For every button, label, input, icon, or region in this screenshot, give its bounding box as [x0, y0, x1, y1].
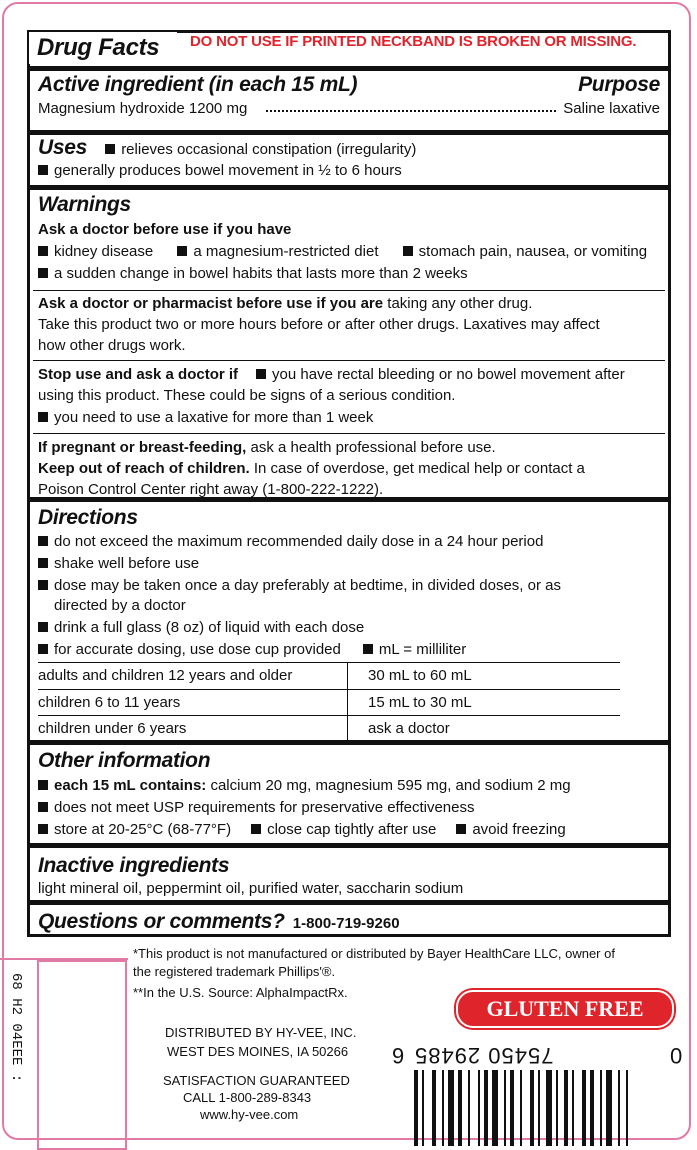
direction-item: directed by a doctor: [54, 597, 186, 614]
barcode-bar: [432, 1070, 436, 1146]
use-item: generally produces bowel movement in ½ to 6 hours: [54, 162, 402, 179]
barcode-bar: [484, 1070, 488, 1146]
barcode-bar: [600, 1070, 602, 1146]
inactive-heading: Inactive ingredients: [38, 854, 230, 877]
direction-item: for accurate dosing, use dose cup provided: [54, 641, 341, 658]
pregnant-heading: If pregnant or breast-feeding,: [38, 439, 247, 456]
barcode-bar: [448, 1070, 454, 1146]
pharmacist-text: Take this product two or more hours before or after other drugs. Laxatives may affect: [38, 316, 600, 333]
barcode-bars: [414, 1070, 674, 1146]
condition-item: a magnesium-restricted diet: [193, 243, 379, 260]
direction-item: dose may be taken once a day preferably at bedtime, in divided doses, or as: [54, 577, 561, 594]
barcode-bar: [504, 1070, 506, 1146]
directions-heading: Directions: [38, 506, 138, 529]
barcode-bar: [606, 1070, 612, 1146]
drug-facts-title: Drug Facts: [29, 32, 177, 64]
guarantee-line: CALL 1-800-289-8343: [183, 1090, 312, 1105]
inactive-list: light mineral oil, peppermint oil, purified water, saccharin sodium: [38, 880, 464, 897]
guarantee-line: SATISFACTION GUARANTEED: [163, 1073, 350, 1088]
table-cell-group: children under 6 years: [38, 720, 187, 737]
questions-heading: Questions or comments?: [38, 910, 285, 933]
table-row: [38, 717, 620, 741]
table-cell-dose: 15 mL to 30 mL: [368, 694, 472, 711]
pharmacist-heading: Ask a doctor or pharmacist before use if you are: [38, 295, 384, 312]
table-cell-group: adults and children 12 years and older: [38, 667, 293, 684]
uses-section: [30, 130, 668, 190]
pharmacist-text: how other drugs work.: [38, 337, 186, 354]
barcode-bar: [538, 1070, 540, 1146]
use-item: relieves occasional constipation (irregularity): [121, 141, 417, 158]
table-cell-dose: 30 mL to 60 mL: [368, 667, 472, 684]
table-cell-group: children 6 to 11 years: [38, 694, 181, 711]
barcode-bar: [468, 1070, 470, 1146]
other-info-item: close cap tightly after use: [267, 821, 437, 838]
keep-out-heading: Keep out of reach of children.: [38, 460, 250, 477]
other-info-item: avoid freezing: [472, 821, 566, 838]
barcode-bar: [582, 1070, 586, 1146]
warnings-section: Warnings Ask a doctor before use if you have kidney disease a magnesium-restricted diet stomach pain, nausea, or vomiting a sudden change in bowel habits that lasts more than 2 weeks Ask a doctor or pharmacist before use if you are taking any other drug. Take this product two or more hours before or after other drugs. Laxatives may affect how other drugs work. Stop use and ask a doctor if you have rectal bleeding or no bowel movement after using this product. These could be signs of a serious condition. you need to use a laxative for more than 1 week If pregnant or breast-feeding, ask a health professional before use. Keep out of reach of children. In case of overdose, get medical help or contact a Poison Control Center right away (1-800-222-1222).: [30, 185, 668, 502]
barcode: [392, 1030, 692, 1146]
other-information-section: Other information each 15 mL contains: calcium 20 mg, magnesium 595 mg, and sodium 2 mg does not meet USP requirements for preservative effectiveness store at 20-25°C (68-77°F) close cap tightly after use avoid freezing: [30, 740, 668, 848]
table-row: [38, 691, 620, 715]
other-info-item: store at 20-25°C (68-77°F): [54, 821, 232, 838]
neckband-warning: DO NOT USE IF PRINTED NECKBAND IS BROKEN OR MISSING.: [190, 33, 637, 50]
barcode-bar: [414, 1070, 418, 1146]
direction-item: mL = milliliter: [378, 641, 467, 658]
barcode-bar: [520, 1070, 522, 1146]
distributor-line: DISTRIBUTED BY HY-VEE, INC.: [165, 1025, 357, 1040]
distributor-line: WEST DES MOINES, IA 50266: [167, 1044, 349, 1059]
barcode-bar: [478, 1070, 480, 1146]
direction-item: do not exceed the maximum recommended daily dose in a 24 hour period: [54, 533, 544, 550]
active-heading: Active ingredient (in each 15 mL): [38, 73, 358, 96]
barcode-bar: [626, 1070, 628, 1146]
barcode-bar: [442, 1070, 444, 1146]
upc-digits: 75450 29485: [414, 1043, 554, 1068]
barcode-bar: [530, 1070, 534, 1146]
direction-item: drink a full glass (8 oz) of liquid with each dose: [54, 619, 365, 636]
table-row: [38, 664, 620, 688]
barcode-bar: [618, 1070, 620, 1146]
condition-item: a sudden change in bowel habits that lasts more than 2 weeks: [54, 265, 468, 282]
stop-use-item: you need to use a laxative for more than 1 week: [54, 409, 374, 426]
barcode-bar: [510, 1070, 514, 1146]
active-ingredient-section: [30, 66, 668, 131]
barcode-bar: [590, 1070, 594, 1146]
condition-item: stomach pain, nausea, or vomiting: [418, 243, 648, 260]
barcode-bar: [546, 1070, 552, 1146]
other-info-item: each 15 mL contains:: [54, 777, 207, 794]
inactive-ingredients-section: [30, 843, 668, 905]
footnote: the registered trademark Phillips'®.: [133, 964, 336, 979]
active-ingredient: Magnesium hydroxide 1200 mg: [38, 100, 248, 117]
uses-heading: Uses: [38, 136, 88, 159]
footnote: *This product is not manufactured or distributed by Bayer HealthCare LLC, owner of: [133, 946, 615, 961]
stop-use-text: using this product. These could be signs of a serious condition.: [38, 387, 456, 404]
barcode-bar: [572, 1070, 574, 1146]
drug-facts-panel: [27, 30, 671, 937]
barcode-bar: [556, 1070, 558, 1146]
stop-use-heading: Stop use and ask a doctor if: [38, 366, 239, 383]
poison-control-text: Poison Control Center right away (1-800-222-1222).: [38, 481, 384, 498]
barcode-bar: [422, 1070, 424, 1146]
upc-right-digit: 0: [670, 1043, 683, 1068]
barcode-bar: [492, 1070, 498, 1146]
barcode-bar: [458, 1070, 462, 1146]
directions-section: [30, 497, 668, 745]
questions-phone: 1-800-719-9260: [292, 915, 400, 932]
lot-code-box: [37, 960, 127, 1150]
condition-item: kidney disease: [54, 243, 154, 260]
barcode-bar: [564, 1070, 568, 1146]
other-info-heading: Other information: [38, 749, 211, 772]
questions-section: [30, 900, 668, 939]
purpose-heading: Purpose: [578, 73, 660, 96]
table-cell-dose: ask a doctor: [368, 720, 450, 737]
footnote: **In the U.S. Source: AlphaImpactRx.: [133, 985, 348, 1000]
ask-doctor-heading: Ask a doctor before use if you have: [38, 221, 292, 238]
purpose: Saline laxative: [563, 100, 660, 117]
website: www.hy-vee.com: [200, 1107, 299, 1122]
warnings-heading: Warnings: [38, 193, 131, 216]
direction-item: shake well before use: [54, 555, 200, 572]
gluten-free-badge: GLUTEN FREE: [456, 990, 674, 1028]
upc-left-digit: 6: [392, 1043, 405, 1068]
vertical-lot-code: 68 H2 04EEE :: [8, 973, 24, 1083]
other-info-item: does not meet USP requirements for preservative effectiveness: [54, 799, 475, 816]
